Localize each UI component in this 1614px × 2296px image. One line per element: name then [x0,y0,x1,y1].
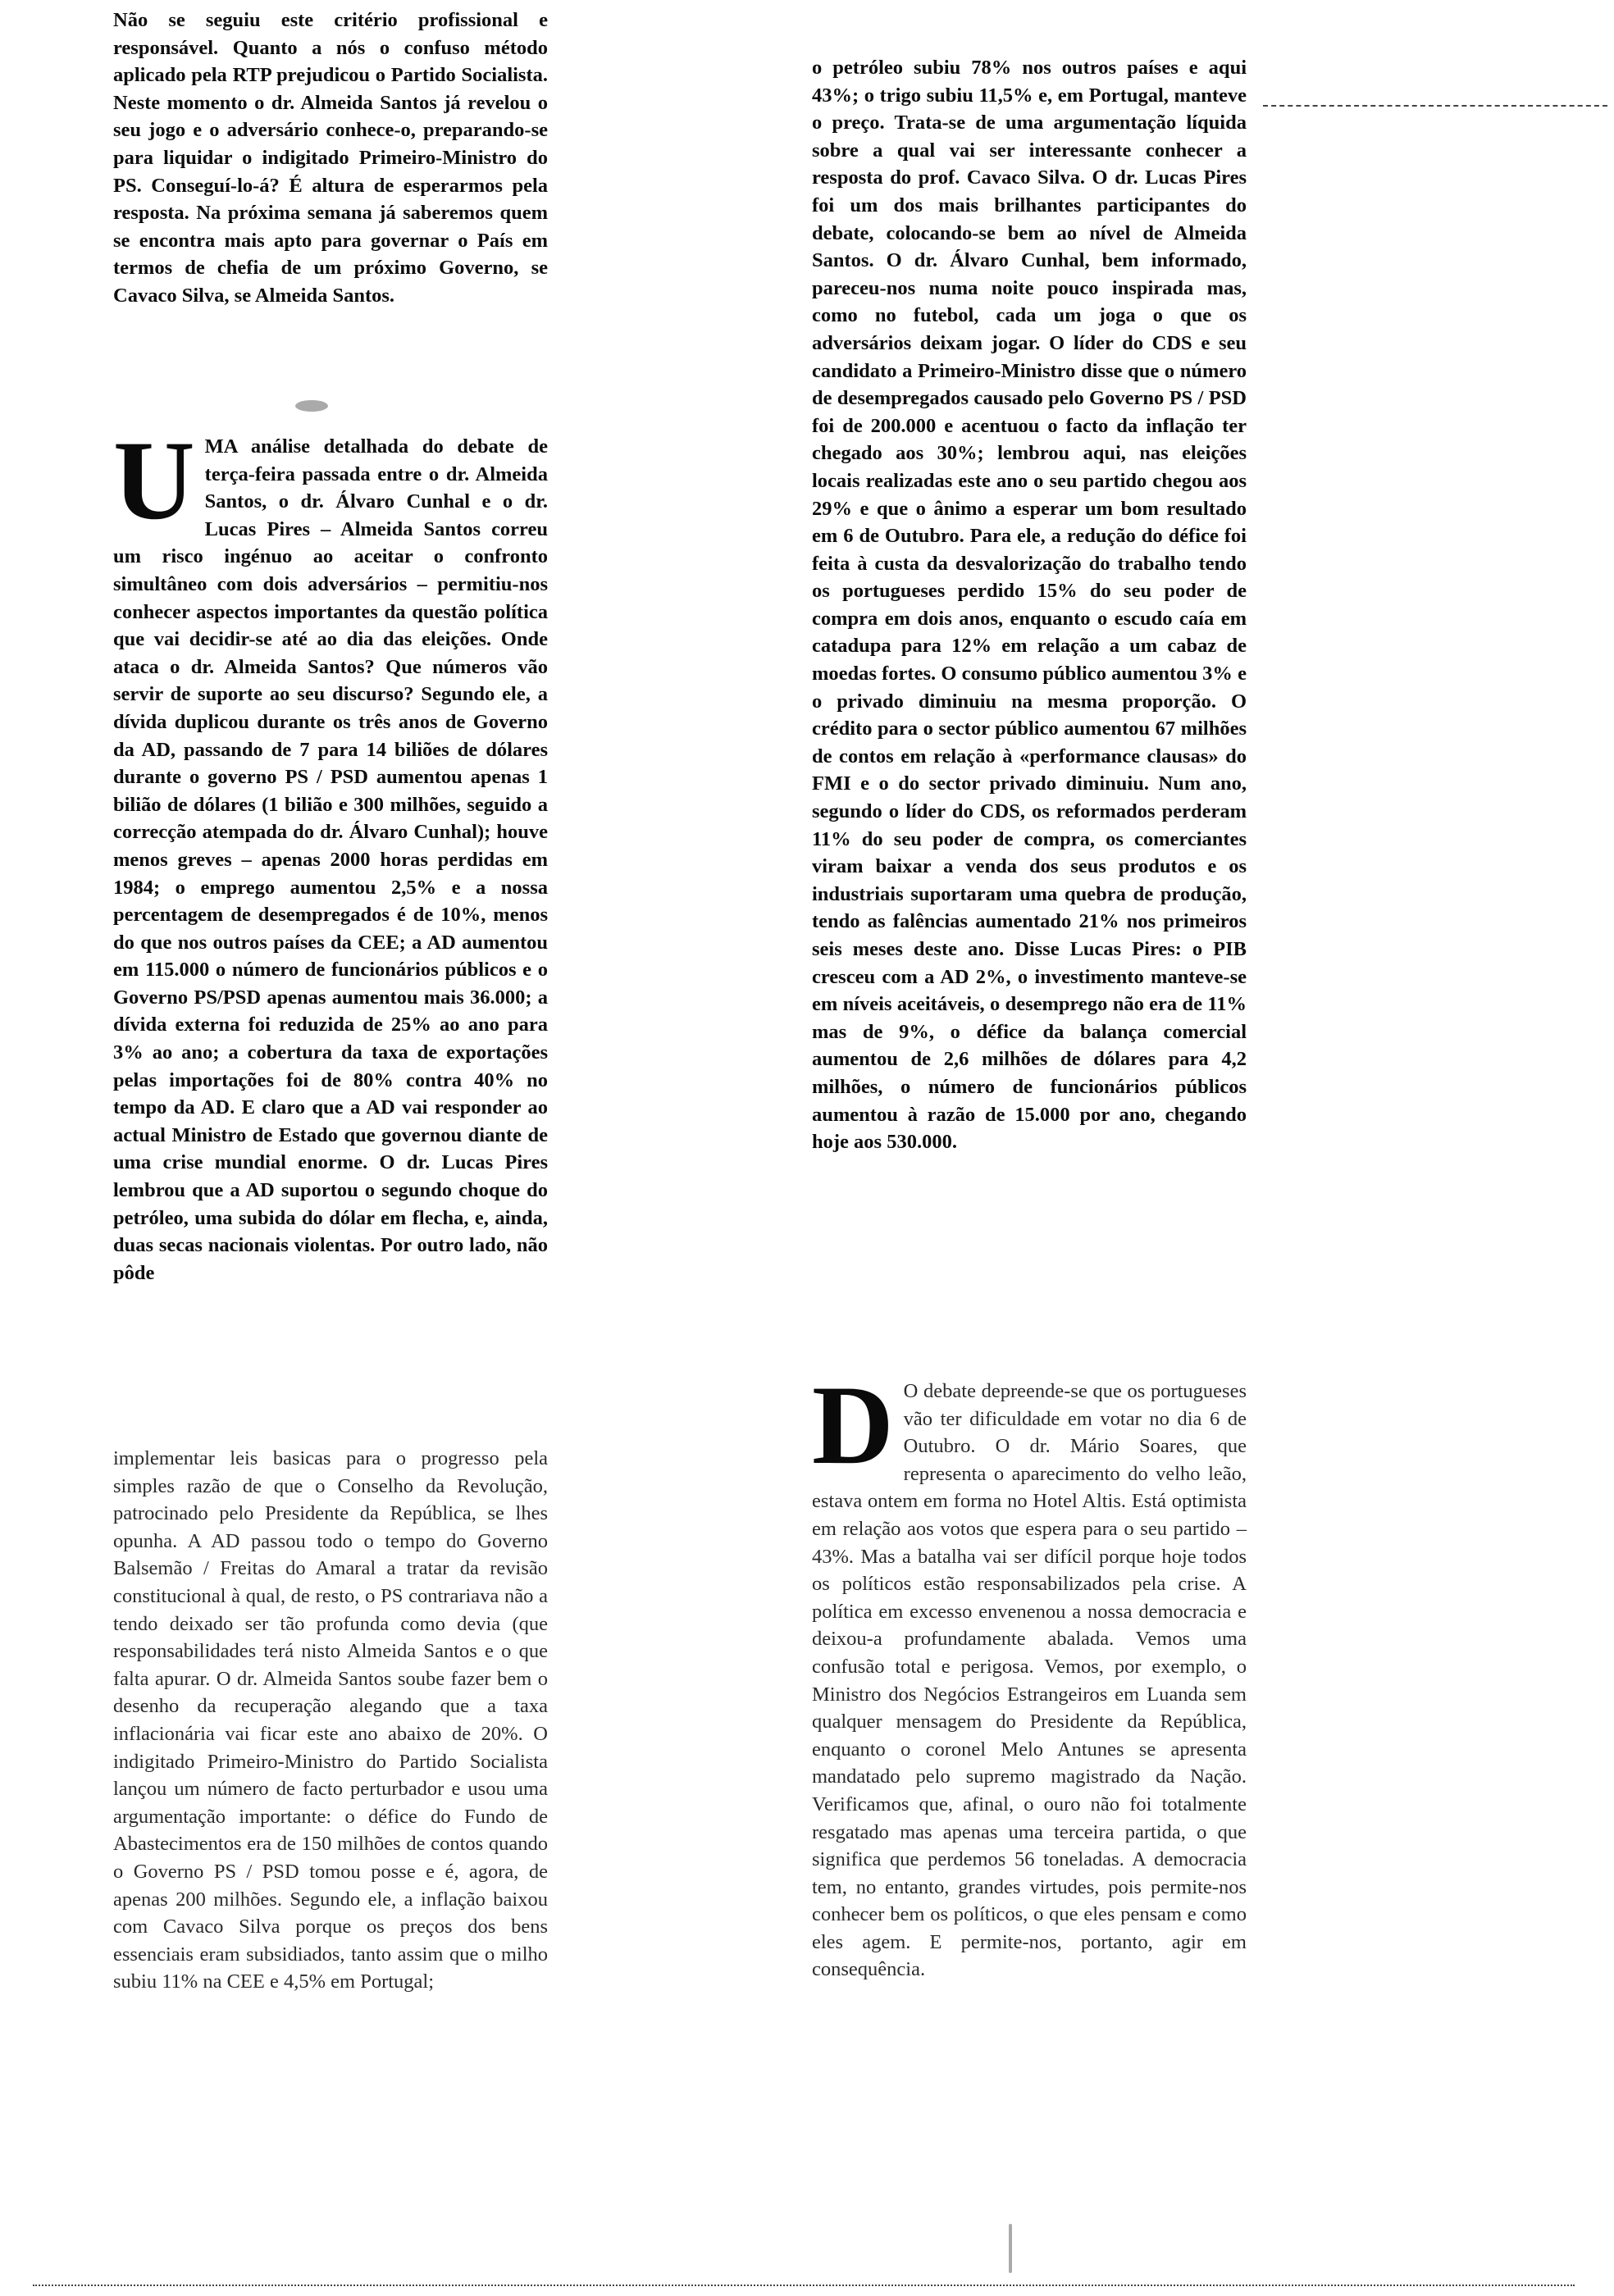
left-column-top-paragraph [113,7,548,310]
paragraph-text: MA análise detalhada do debate de terça-feira passada entre o dr. Almeida Santos, o dr. Álvaro Cunhal e o dr. Lucas Pires – Almeida Santos correu um risco ingénuo ao aceitar o confronto simultâneo com dois adversários – permitiu-nos conhecer aspectos importantes da questão política que vai decidir-se até ao dia das eleições. Onde ataca o dr. Almeida Santos? Que números vão servir de suporte ao seu discurso? Segundo ele, a dívida duplicou durante os três anos de Governo da AD, passando de 7 para 14 biliões de dólares durante o governo PS / PSD aumentou apenas 1 bilião de dólares (1 bilião e 300 milhões, seguido a correcção atempada do dr. Álvaro Cunhal); houve menos greves – apenas 2000 horas perdidas em 1984; o emprego aumentou 2,5% e a nossa percentagem de desempregados é de 10%, menos do que nos outros países da CEE; a AD aumentou em 115.000 o número de funcionários públicos e o Governo PS/PSD apenas aumentou mais 36.000; a dívida externa foi reduzida de 25% ao ano para 3% ao ano; a cobertura da taxa de exportações pelas importações foi de 80% contra 40% no tempo da AD. E claro que a AD vai responder ao actual Ministro de Estado que governou diante de uma crise mundial enorme. O dr. Lucas Pires lembrou que a AD suportou o segundo choque do petróleo, uma subida do dólar em flecha, e, ainda, duas secas nacionais violentas. Por outro lado, não pôde [113,435,548,1284]
scan-artifact-line [33,2285,1575,2286]
scan-artifact-smudge [1009,2224,1012,2273]
paragraph-text: Não se seguiu este critério profissional e responsável. Quanto a nós o confuso método aplicado pela RTP prejudicou o Partido Socialista. Neste momento o dr. Almeida Santos já revelou o seu jogo e o adversário conhece-o, preparando-se para liquidar o indigitado Primeiro-Ministro do PS. Conseguí-lo-á? É altura de esperarmos pela resposta. Na próxima semana já saberemos quem se encontra mais apto para governar o País em termos de chefia de um próximo Governo, se Cavaco Silva, se Almeida Santos. [113,9,548,307]
left-column-middle-paragraph [113,417,548,1287]
scan-artifact-smudge [295,400,328,412]
drop-cap-letter: D [812,1362,894,1487]
paragraph-text: o petróleo subiu 78% nos outros países e aqui 43%; o trigo subiu 11,5% e, em Portugal, manteve o preço. Trata-se de uma argumentação líquida sobre a qual vai ser interessante conhecer a resposta do prof. Cavaco Silva. O dr. Lucas Pires foi um dos mais brilhantes participantes do debate, colocando-se bem ao nível de Almeida Santos. O dr. Álvaro Cunhal, bem informado, pareceu-nos numa noite pouco inspirada mas, como no futebol, cada um joga o que os adversários deixam jogar. O líder do CDS e seu candidato a Primeiro-Ministro disse que o número de desempregados causado pelo Governo PS / PSD foi de 200.000 e acentuou o facto da inflação ter chegado aos 30%; lembrou aqui, nas eleições locais realizadas este ano o seu partido chegou aos 29% e que o ânimo a esperar um bom resultado em 6 de Outubro. Para ele, a redução do défice foi feita à custa da desvalorização do trabalho tendo os portugueses perdido 15% do seu poder de compra em dois anos, enquanto o escudo caía em catadupa para 12% em relação a um cabaz de moedas fortes. O consumo público aumentou 3% e o privado diminuiu na mesma proporção. O crédito para o sector público aumentou 67 milhões de contos em relação à «performance clausas» do FMI e o do sector privado diminuiu. Num ano, segundo o líder do CDS, os reformados perderam 11% do seu poder de compra, os comerciantes viram baixar a venda dos seus produtos e os industriais suportaram uma quebra de produção, tendo as falências aumentado 21% nos primeiros seis meses deste ano. Disse Lucas Pires: o PIB cresceu com a AD 2%, o investimento manteve-se em níveis aceitáveis, o desemprego não era de 11% mas de 9%, o défice da balança comercial aumentou de 2,6 milhões de dólares para 4,2 milhões, o número de funcionários públicos aumentou à razão de 15.000 por ano, chegando hoje aos 530.000. [812,57,1247,1154]
paragraph-text: implementar leis basicas para o progresso pela simples razão de que o Conselho da Revolução, patrocinado pelo Presidente da República, se lhes opunha. A AD passou todo o tempo do Governo Balsemão / Freitas do Amaral a tratar da revisão constitucional à qual, de resto, o PS contrariava não a tendo deixado ser tão profunda como devia (que responsabilidades terá nisto Almeida Santos e o que falta apurar. O dr. Almeida Santos soube fazer bem o desenho da recuperação alegando que a taxa inflacionária vai ficar este ano abaixo de 20%. O indigitado Primeiro-Ministro do Partido Socialista lançou um número de facto perturbador e usou uma argumentação importante: o défice do Fundo de Abastecimentos era de 150 milhões de contos quando o Governo PS / PSD tomou posse e é, agora, de apenas 200 milhões. Segundo ele, a inflação baixou com Cavaco Silva porque os preços dos bens essenciais eram subsidiados, tanto assim que o milho subiu 11% na CEE e 4,5% em Portugal; [113,1447,548,1993]
left-column-bottom-paragraph [113,1445,548,1996]
drop-cap-letter: U [113,417,195,543]
right-column-bottom-paragraph [812,1362,1247,1984]
right-column-top-paragraph [812,54,1247,1156]
paragraph-text: O debate depreende-se que os portugueses vão ter dificuldade em votar no dia 6 de Outubro. O dr. Mário Soares, que representa o aparecimento do velho leão, estava ontem em forma no Hotel Altis. Está optimista em relação aos votos que espera para o seu partido – 43%. Mas a batalha vai ser difícil porque hoje todos os políticos estão responsabilizados pela crise. A política em excesso envenenou a nossa democracia e deixou-a profundamente abalada. Vemos uma confusão total e perigosa. Vemos, por exemplo, o Ministro dos Negócios Estrangeiros em Luanda sem qualquer mensagem do Presidente da República, enquanto o coronel Melo Antunes se apresenta mandatado pelo supremo magistrado da Nação. Verificamos que, afinal, o ouro não foi totalmente resgatado mas apenas uma terceira partida, o que significa que perdemos 56 toneladas. A democracia tem, no entanto, grandes virtudes, pois permite-nos conhecer bem os políticos, o que eles pensam e como eles agem. E permite-nos, portanto, agir em consequência. [812,1380,1247,1981]
scan-artifact-line [1263,105,1607,107]
